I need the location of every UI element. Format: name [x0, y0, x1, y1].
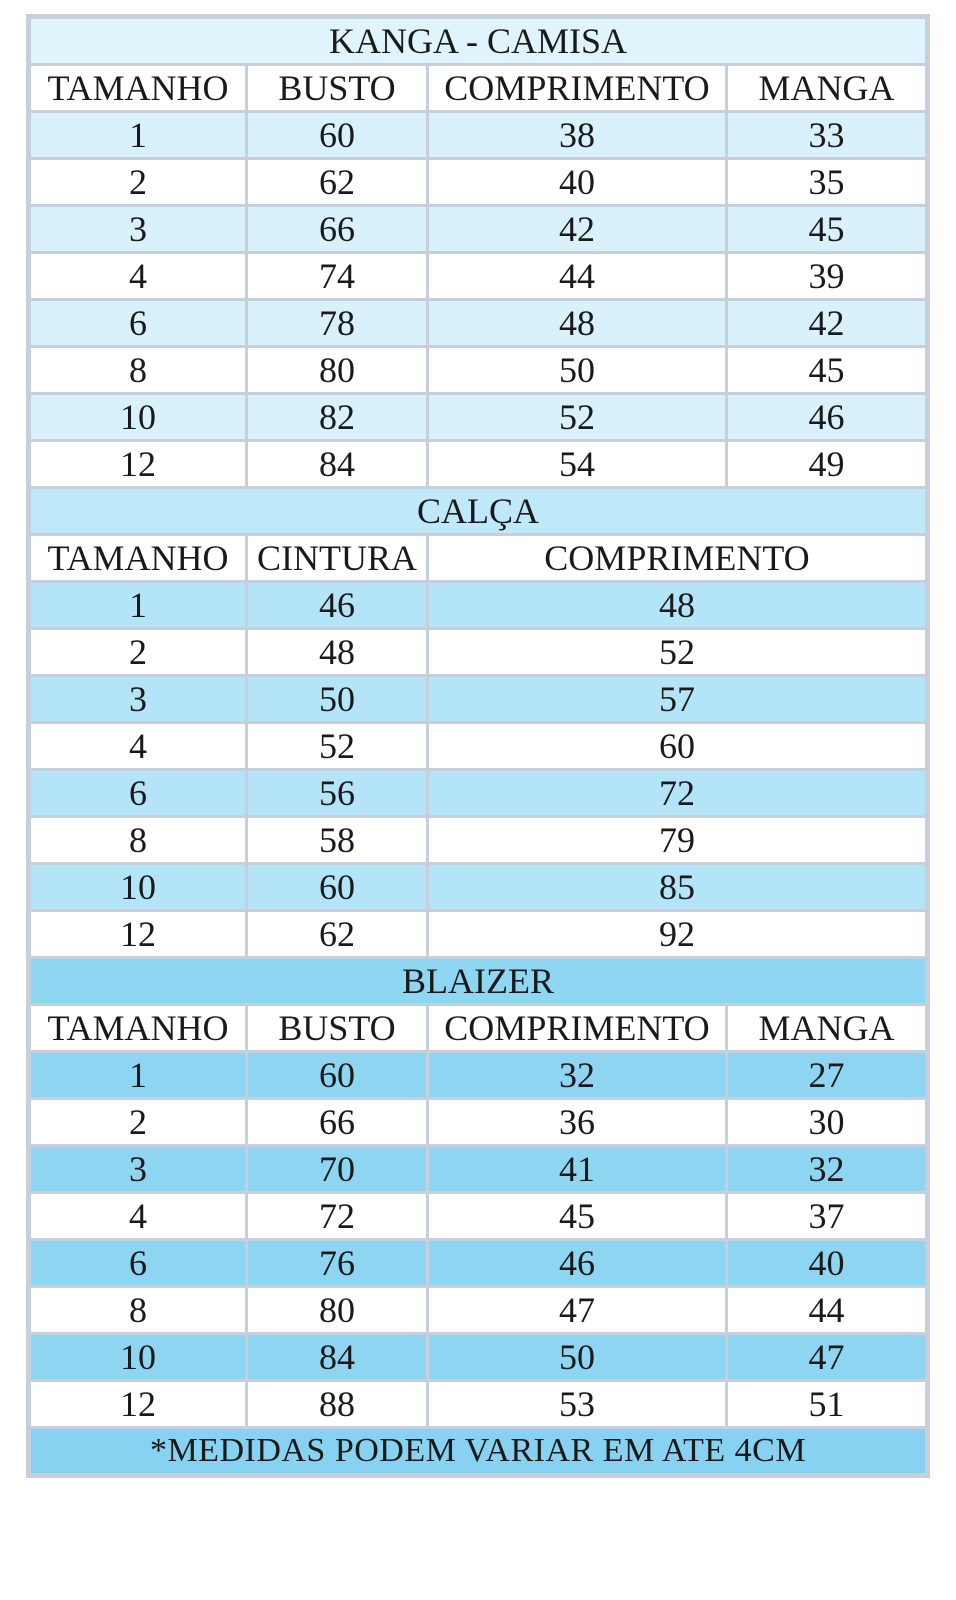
table-cell: 30 — [728, 1100, 925, 1144]
table-row — [31, 207, 925, 251]
column-header: BUSTO — [248, 1006, 426, 1050]
table-cell: 60 — [429, 724, 925, 768]
table-cell: 3 — [31, 1147, 245, 1191]
table-cell: 42 — [429, 207, 725, 251]
pants-table — [31, 489, 925, 956]
table-cell: 66 — [248, 207, 426, 251]
table-cell: 3 — [31, 677, 245, 721]
table-cell: 62 — [248, 160, 426, 204]
table-cell: 44 — [728, 1288, 925, 1332]
table-cell: 6 — [31, 1241, 245, 1285]
table-cell: 50 — [429, 1335, 725, 1379]
table-cell: 50 — [429, 348, 725, 392]
table-cell: 1 — [31, 113, 245, 157]
table-row — [31, 348, 925, 392]
table-cell: 51 — [728, 1382, 925, 1426]
column-header: CINTURA — [248, 536, 426, 580]
table-cell: 45 — [429, 1194, 725, 1238]
table-cell: 49 — [728, 442, 925, 486]
table-cell: 88 — [248, 1382, 426, 1426]
table-cell: 70 — [248, 1147, 426, 1191]
table-row — [31, 254, 925, 298]
table-row — [31, 1100, 925, 1144]
table-cell: 40 — [728, 1241, 925, 1285]
table-cell: 58 — [248, 818, 426, 862]
table-row — [31, 1147, 925, 1191]
table-cell: 84 — [248, 442, 426, 486]
table-row — [31, 1335, 925, 1379]
column-header: TAMANHO — [31, 536, 245, 580]
footnote: *MEDIDAS PODEM VARIAR EM ATE 4CM — [31, 1429, 925, 1473]
table-cell: 42 — [728, 301, 925, 345]
table-cell: 10 — [31, 395, 245, 439]
table-cell: 4 — [31, 1194, 245, 1238]
table-row — [31, 160, 925, 204]
table-cell: 10 — [31, 865, 245, 909]
column-header: BUSTO — [248, 66, 426, 110]
table-cell: 54 — [429, 442, 725, 486]
table-row — [31, 630, 925, 674]
table-cell: 48 — [248, 630, 426, 674]
column-header: COMPRIMENTO — [429, 1006, 725, 1050]
table-cell: 56 — [248, 771, 426, 815]
table-cell: 53 — [429, 1382, 725, 1426]
table-cell: 6 — [31, 771, 245, 815]
table-cell: 85 — [429, 865, 925, 909]
table-cell: 46 — [429, 1241, 725, 1285]
table-cell: 1 — [31, 1053, 245, 1097]
table-cell: 37 — [728, 1194, 925, 1238]
table-cell: 38 — [429, 113, 725, 157]
table-row — [31, 1194, 925, 1238]
table-cell: 2 — [31, 630, 245, 674]
size-table — [28, 16, 928, 1476]
table-cell: 46 — [728, 395, 925, 439]
table-cell: 78 — [248, 301, 426, 345]
column-header: COMPRIMENTO — [429, 536, 925, 580]
table-cell: 2 — [31, 160, 245, 204]
table-cell: 52 — [429, 630, 925, 674]
column-header: MANGA — [728, 66, 925, 110]
table-cell: 36 — [429, 1100, 725, 1144]
table-row — [31, 865, 925, 909]
header-row — [31, 66, 925, 110]
header-row — [31, 1006, 925, 1050]
table-cell: 39 — [728, 254, 925, 298]
table-cell: 72 — [429, 771, 925, 815]
table-cell: 3 — [31, 207, 245, 251]
table-cell: 60 — [248, 865, 426, 909]
column-header: TAMANHO — [31, 1006, 245, 1050]
table-cell: 44 — [429, 254, 725, 298]
table-cell: 35 — [728, 160, 925, 204]
table-cell: 12 — [31, 912, 245, 956]
table-cell: 80 — [248, 1288, 426, 1332]
table-cell: 48 — [429, 301, 725, 345]
table-row — [31, 1382, 925, 1426]
table-cell: 41 — [429, 1147, 725, 1191]
table-cell: 8 — [31, 818, 245, 862]
table-cell: 32 — [728, 1147, 925, 1191]
section-title: CALÇA — [31, 489, 925, 533]
table-cell: 72 — [248, 1194, 426, 1238]
table-cell: 60 — [248, 1053, 426, 1097]
table-cell: 84 — [248, 1335, 426, 1379]
table-cell: 2 — [31, 1100, 245, 1144]
shirt-table — [31, 19, 925, 486]
table-cell: 10 — [31, 1335, 245, 1379]
table-cell: 47 — [429, 1288, 725, 1332]
table-cell: 46 — [248, 583, 426, 627]
table-row — [31, 113, 925, 157]
table-row — [31, 442, 925, 486]
table-row — [31, 583, 925, 627]
table-row — [31, 1288, 925, 1332]
table-cell: 60 — [248, 113, 426, 157]
table-cell: 1 — [31, 583, 245, 627]
table-cell: 80 — [248, 348, 426, 392]
table-cell: 40 — [429, 160, 725, 204]
table-row — [31, 677, 925, 721]
table-cell: 52 — [429, 395, 725, 439]
table-cell: 27 — [728, 1053, 925, 1097]
table-cell: 6 — [31, 301, 245, 345]
table-cell: 4 — [31, 254, 245, 298]
table-cell: 32 — [429, 1053, 725, 1097]
table-cell: 8 — [31, 348, 245, 392]
size-chart — [26, 14, 930, 1478]
table-cell: 47 — [728, 1335, 925, 1379]
table-cell: 48 — [429, 583, 925, 627]
table-row — [31, 771, 925, 815]
table-cell: 52 — [248, 724, 426, 768]
header-row — [31, 536, 925, 580]
table-cell: 62 — [248, 912, 426, 956]
table-row — [31, 1241, 925, 1285]
table-cell: 74 — [248, 254, 426, 298]
section-title: KANGA - CAMISA — [31, 19, 925, 63]
table-cell: 82 — [248, 395, 426, 439]
table-cell: 12 — [31, 442, 245, 486]
table-cell: 92 — [429, 912, 925, 956]
table-cell: 4 — [31, 724, 245, 768]
table-cell: 33 — [728, 113, 925, 157]
table-cell: 8 — [31, 1288, 245, 1332]
table-row — [31, 1053, 925, 1097]
table-cell: 66 — [248, 1100, 426, 1144]
table-row — [31, 724, 925, 768]
table-cell: 50 — [248, 677, 426, 721]
blazer-table — [31, 959, 925, 1426]
table-row — [31, 818, 925, 862]
table-row — [31, 395, 925, 439]
column-header: TAMANHO — [31, 66, 245, 110]
table-cell: 45 — [728, 207, 925, 251]
section-title: BLAIZER — [31, 959, 925, 1003]
column-header: COMPRIMENTO — [429, 66, 725, 110]
table-cell: 79 — [429, 818, 925, 862]
column-header: MANGA — [728, 1006, 925, 1050]
table-cell: 57 — [429, 677, 925, 721]
table-cell: 45 — [728, 348, 925, 392]
footnote-section — [31, 1429, 925, 1473]
table-row — [31, 301, 925, 345]
table-cell: 76 — [248, 1241, 426, 1285]
table-cell: 12 — [31, 1382, 245, 1426]
table-row — [31, 912, 925, 956]
